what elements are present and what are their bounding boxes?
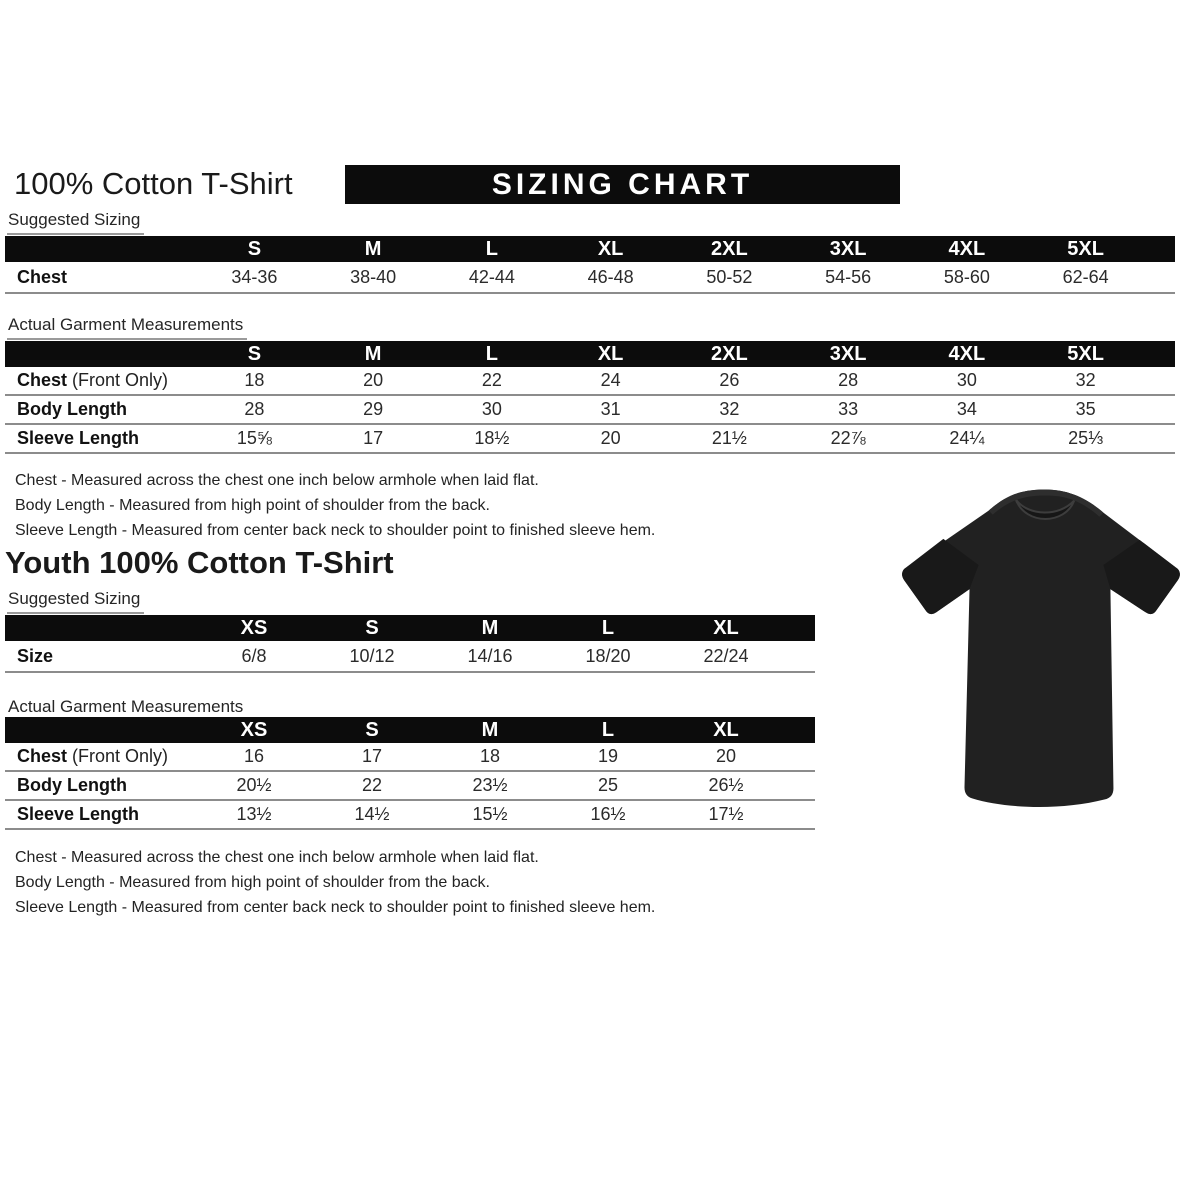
table-row [5, 367, 1175, 396]
measurement-value-cell: 34 [956, 399, 977, 419]
note-line: Chest - Measured across the chest one inch below armhole when laid flat. [15, 472, 539, 489]
measurement-value-cell: 16 [243, 746, 265, 766]
measurement-value-cell: 29 [363, 399, 384, 419]
row-label: Size [17, 645, 54, 666]
size-column-header: M [364, 343, 382, 365]
size-column-header: S [247, 238, 262, 260]
measurement-value-cell: 20 [600, 428, 621, 448]
measurement-value-cell: 24 [600, 370, 621, 390]
size-column-header: 4XL [948, 343, 986, 365]
size-column-header: 3XL [829, 238, 867, 260]
sizing-chart-banner: SIZING CHART [345, 165, 900, 204]
measurement-value-cell: 22 [361, 775, 383, 795]
table-header-row [5, 615, 815, 641]
table-row [5, 641, 815, 673]
table-row [5, 396, 1175, 425]
size-column-header: 4XL [948, 238, 986, 260]
row-label: Chest [17, 266, 68, 287]
measurement-value-cell: 14½ [354, 804, 390, 824]
row-label: Body Length [17, 399, 127, 419]
measurement-value-cell: 50-52 [706, 266, 753, 287]
size-column-header: L [601, 617, 615, 639]
measurement-value-cell: 22 [481, 370, 502, 390]
adult-measurement-notes [15, 468, 655, 543]
size-column-header: 5XL [1067, 238, 1104, 260]
measurement-value-cell: 23½ [472, 775, 508, 795]
size-column-header: L [485, 238, 498, 260]
measurement-value-cell: 30 [956, 370, 977, 390]
youth-actual-measurements-label: Actual Garment Measurements [7, 697, 247, 722]
size-column-header: L [601, 719, 615, 741]
size-column-header: XS [240, 617, 268, 639]
measurement-value-cell: 20½ [236, 775, 272, 795]
note-line: Sleeve Length - Measured from center back neck to shoulder point to finished sleeve hem. [15, 522, 656, 539]
adult-actual-measurements-label: Actual Garment Measurements [7, 315, 247, 340]
adult-section-title: 100% Cotton T-Shirt [14, 166, 293, 201]
measurement-value-cell: 19 [597, 746, 619, 766]
youth-suggested-sizing-table [5, 615, 815, 673]
size-column-header: S [247, 343, 262, 365]
youth-actual-measurements-table [5, 717, 815, 830]
measurement-value-cell: 21½ [711, 428, 747, 448]
row-label: Body Length [17, 775, 127, 795]
size-column-header: 5XL [1067, 343, 1104, 365]
measurement-value-cell: 30 [481, 399, 502, 419]
adult-suggested-sizing-label: Suggested Sizing [7, 210, 144, 235]
measurement-value-cell: 34-36 [231, 266, 278, 287]
measurement-value-cell: 20 [363, 370, 384, 390]
size-column-header: XL [713, 617, 739, 639]
measurement-value-cell: 18½ [474, 428, 510, 448]
size-column-header: 2XL [711, 343, 748, 365]
measurement-value-cell: 10/12 [349, 645, 395, 666]
size-column-header: 3XL [829, 343, 867, 365]
measurement-value-cell: 33 [838, 399, 859, 419]
measurement-value-cell: 62-64 [1062, 266, 1109, 287]
row-label: Chest (Front Only) [17, 370, 169, 390]
measurement-value-cell: 16½ [590, 804, 626, 824]
measurement-value-cell: 58-60 [943, 266, 990, 287]
size-column-header: L [485, 343, 498, 365]
adult-actual-measurements-table [5, 341, 1175, 454]
measurement-value-cell: 18 [244, 370, 265, 390]
adult-suggested-sizing-table [5, 236, 1175, 294]
measurement-value-cell: 54-56 [825, 266, 872, 287]
measurement-value-cell: 25 [597, 775, 619, 795]
size-column-header: XS [240, 719, 268, 741]
measurement-value-cell: 31 [600, 399, 621, 419]
measurement-value-cell: 17 [363, 428, 384, 448]
size-column-header: XL [713, 719, 739, 741]
table-row [5, 425, 1175, 454]
measurement-value-cell: 17½ [708, 804, 744, 824]
note-line: Chest - Measured across the chest one inch below armhole when laid flat. [15, 849, 539, 866]
measurement-value-cell: 32 [719, 399, 740, 419]
measurement-value-cell: 18/20 [585, 645, 631, 666]
measurement-value-cell: 14/16 [467, 645, 513, 666]
size-column-header: M [481, 719, 499, 741]
size-column-header: 2XL [711, 238, 748, 260]
measurement-value-cell: 6/8 [241, 645, 267, 666]
table-header-row [5, 236, 1175, 262]
note-line: Sleeve Length - Measured from center back neck to shoulder point to finished sleeve hem. [15, 899, 656, 916]
table-header-row [5, 717, 815, 743]
size-column-header: M [364, 238, 382, 260]
measurement-value-cell: 46-48 [587, 266, 634, 287]
measurement-value-cell: 15⅝ [236, 428, 272, 448]
measurement-value-cell: 28 [838, 370, 859, 390]
note-line: Body Length - Measured from high point of shoulder from the back. [15, 497, 490, 514]
table-header-row [5, 341, 1175, 367]
measurement-value-cell: 20 [715, 746, 737, 766]
measurement-value-cell: 15½ [472, 804, 508, 824]
size-column-header: M [481, 617, 499, 639]
youth-section-title: Youth 100% Cotton T-Shirt [5, 545, 394, 580]
size-column-header: XL [597, 238, 624, 260]
measurement-value-cell: 26 [719, 370, 740, 390]
measurement-value-cell: 24¼ [949, 428, 985, 448]
black-tshirt-image [888, 468, 1200, 816]
youth-measurement-notes [15, 845, 655, 920]
measurement-value-cell: 17 [361, 746, 383, 766]
youth-suggested-sizing-label: Suggested Sizing [7, 589, 144, 614]
measurement-value-cell: 28 [244, 399, 265, 419]
measurement-value-cell: 32 [1075, 370, 1096, 390]
row-label: Sleeve Length [17, 804, 140, 824]
measurement-value-cell: 26½ [708, 775, 744, 795]
measurement-value-cell: 22/24 [703, 645, 749, 666]
measurement-value-cell: 18 [479, 746, 501, 766]
measurement-value-cell: 22⅞ [830, 428, 866, 448]
row-label: Chest (Front Only) [17, 746, 169, 766]
table-row [5, 772, 815, 801]
measurement-value-cell: 42-44 [468, 266, 515, 287]
table-row [5, 262, 1175, 294]
row-label: Sleeve Length [17, 428, 140, 448]
table-row [5, 743, 815, 772]
table-row [5, 801, 815, 830]
measurement-value-cell: 38-40 [350, 266, 397, 287]
note-line: Body Length - Measured from high point of shoulder from the back. [15, 874, 490, 891]
size-column-header: S [365, 617, 379, 639]
measurement-value-cell: 35 [1075, 399, 1096, 419]
size-column-header: S [365, 719, 379, 741]
size-column-header: XL [597, 343, 624, 365]
measurement-value-cell: 25⅓ [1068, 428, 1104, 448]
measurement-value-cell: 13½ [236, 804, 272, 824]
